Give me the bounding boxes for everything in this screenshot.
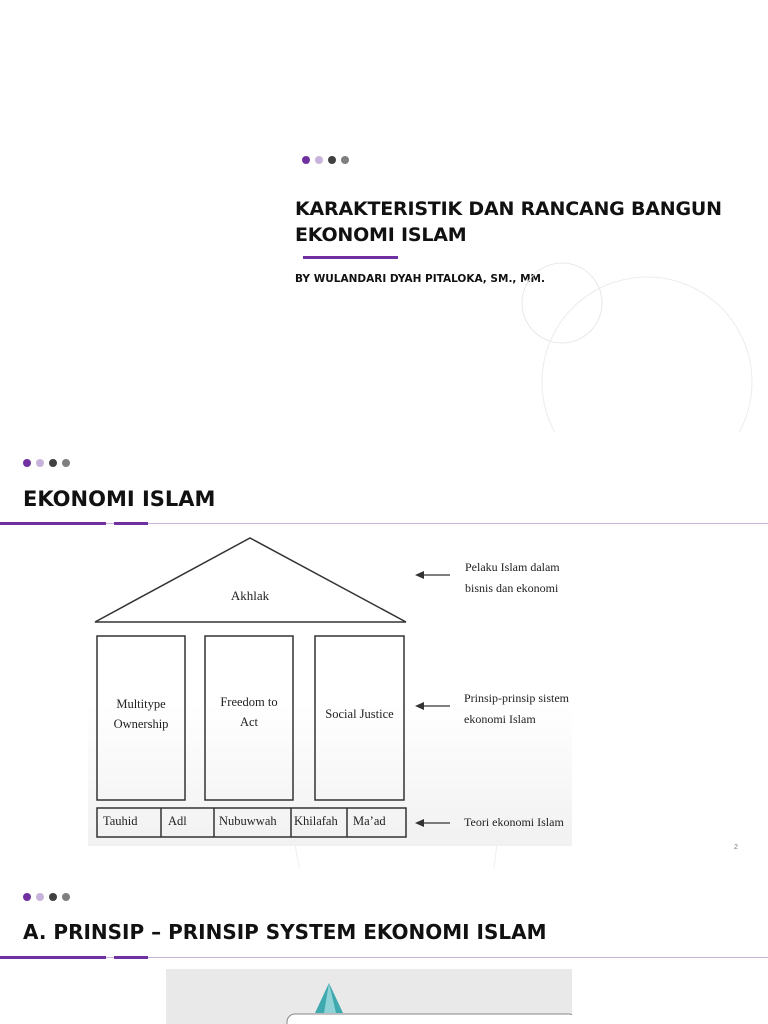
dot-lavender xyxy=(36,459,44,467)
dot-purple xyxy=(23,893,31,901)
pillar-1-line-1: Multitype xyxy=(116,697,166,711)
pillar-2-line-1: Freedom to xyxy=(220,695,278,709)
pillar-2-label xyxy=(205,692,293,732)
small-circle xyxy=(522,263,602,343)
annotation-3-line-1: Teori ekonomi Islam xyxy=(464,815,564,829)
roof-triangle xyxy=(95,538,406,622)
annotation-1-line-2: bisnis dan ekonomi xyxy=(465,581,559,595)
header-accent-1 xyxy=(0,956,106,959)
header-accent-1 xyxy=(0,522,106,525)
title-line-2: EKONOMI ISLAM xyxy=(295,224,467,246)
diagram-image xyxy=(88,530,572,846)
header-accent-2 xyxy=(114,956,148,959)
pillar-2-line-2: Act xyxy=(239,715,259,729)
annotation-2-line-2: ekonomi Islam xyxy=(464,712,536,726)
slide-title: A. PRINSIP – PRINSIP SYSTEM EKONOMI ISLAM xyxy=(23,920,547,944)
arrow-3-head xyxy=(415,819,424,827)
pyramid-diagram-partial xyxy=(166,969,572,1024)
author-line: BY WULANDARI DYAH PITALOKA, SM., MM. xyxy=(295,273,545,285)
page-number: 2 xyxy=(734,844,738,851)
arrow-1-head xyxy=(415,571,424,579)
arrow-2-head xyxy=(415,702,424,710)
dot-dark xyxy=(49,893,57,901)
annotation-2-line-1: Prinsip-prinsip sistem xyxy=(464,691,570,705)
pillar-1-line-2: Ownership xyxy=(113,717,169,731)
dot-gray xyxy=(62,459,70,467)
decorative-dots xyxy=(23,459,70,467)
diagram-image xyxy=(166,969,572,1024)
annotation-1 xyxy=(465,557,560,599)
pillar-3-line-1: Social Justice xyxy=(325,707,394,721)
text-box xyxy=(287,1014,572,1024)
title-line-1: KARAKTERISTIK DAN RANCANG BANGUN xyxy=(295,198,722,220)
base-cell-adl: Adl xyxy=(168,814,187,828)
dot-gray xyxy=(62,893,70,901)
slide-title: EKONOMI ISLAM xyxy=(23,487,216,511)
decorative-dots xyxy=(23,893,70,901)
decorative-circles xyxy=(0,0,768,432)
dot-purple xyxy=(23,459,31,467)
header-accent-2 xyxy=(114,522,148,525)
slide-3 xyxy=(0,880,768,1024)
slide-1 xyxy=(0,0,768,432)
large-circle xyxy=(542,277,752,432)
base-cell-khilafah: Khilafah xyxy=(294,814,338,828)
annotation-3 xyxy=(464,812,564,833)
pillar-1-label xyxy=(97,694,185,734)
roof-label: Akhlak xyxy=(230,588,270,603)
dot-dark xyxy=(49,459,57,467)
pillar-3-label xyxy=(315,704,404,724)
slide-2 xyxy=(0,446,768,868)
base-cell-nubuwwah: Nubuwwah xyxy=(219,814,277,828)
annotation-1-line-1: Pelaku Islam dalam xyxy=(465,560,560,574)
dot-lavender xyxy=(36,893,44,901)
base-cell-maad: Ma’ad xyxy=(353,814,386,828)
annotation-2 xyxy=(464,688,569,730)
base-cell-tauhid: Tauhid xyxy=(103,814,138,828)
